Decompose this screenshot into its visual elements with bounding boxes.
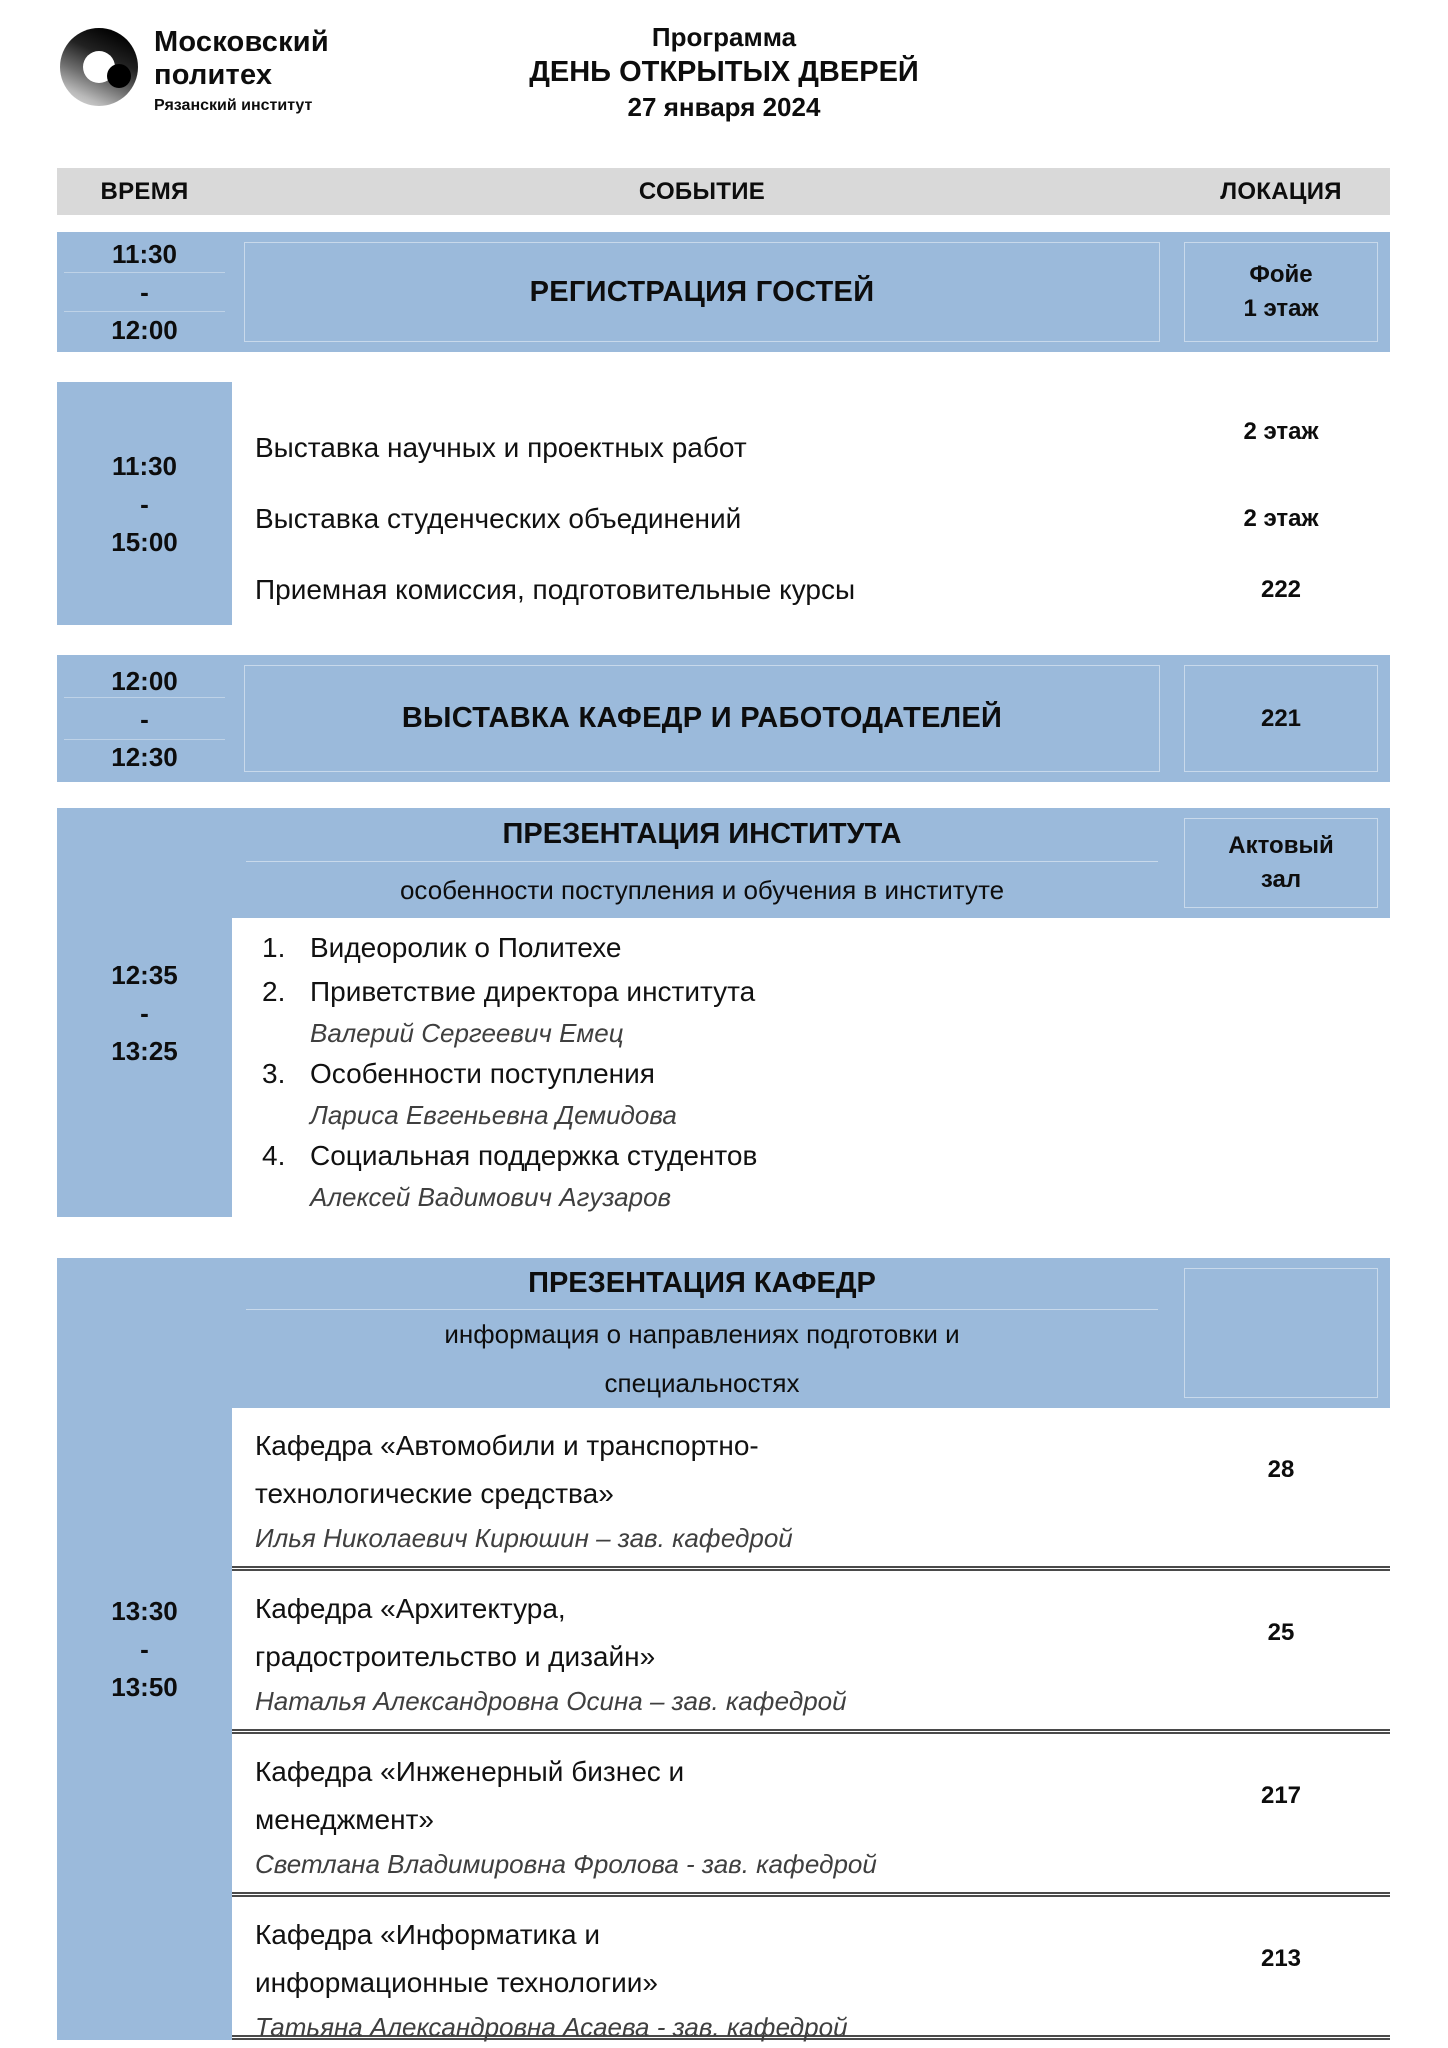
department-head: Илья Николаевич Кирюшин – зав. кафедрой (255, 1523, 793, 1553)
brand-name-line1: Московский (154, 26, 329, 58)
location-line1: 221 (1260, 704, 1302, 732)
department-entry (232, 1729, 1390, 1892)
schedule-table (57, 168, 1390, 2040)
agenda-speaker: Алексей Вадимович Агузаров (310, 1182, 672, 1212)
document-title (0, 20, 1448, 124)
brand-name-line2: политех (154, 59, 273, 91)
time-cell (57, 1258, 232, 2040)
department-name: Кафедра «Информатика и информационные технологии» (255, 1919, 658, 1998)
time-end: 15:00 (111, 526, 178, 557)
section-body (232, 1258, 1390, 2040)
event-location: 2 этаж (1243, 504, 1319, 532)
event-list (232, 382, 1390, 625)
agenda-item (262, 1052, 1390, 1096)
location-cell (1172, 808, 1390, 918)
event-banner-cell (232, 655, 1172, 782)
agenda-number: 1. (262, 932, 286, 963)
event-title: ПРЕЗЕНТАЦИЯ ИНСТИТУТА (246, 808, 1158, 862)
agenda-item (262, 1134, 1390, 1178)
agenda-text: Особенности поступления (310, 1058, 655, 1089)
section-body (232, 808, 1390, 1217)
location-line2: 1 этаж (1243, 295, 1319, 322)
time-cell (57, 655, 232, 782)
department-entry (232, 1408, 1390, 1566)
location-line2: зал (1260, 866, 1302, 893)
time-cell (57, 382, 232, 625)
time-end: 12:30 (111, 741, 178, 772)
department-head: Наталья Александровна Осина – зав. кафедрой (255, 1686, 847, 1716)
time-end: 13:25 (111, 1035, 178, 1066)
agenda-item (262, 970, 1390, 1014)
event-text: Выставка студенческих объединений (255, 502, 742, 534)
event-banner-cell (232, 1258, 1172, 1408)
event-location: 222 (1260, 575, 1302, 603)
section-registration (57, 232, 1390, 352)
department-entry (232, 1892, 1390, 2048)
time-dash: - (140, 1634, 149, 1664)
section-employers-exhibition (57, 655, 1390, 782)
time-start: 13:30 (111, 1596, 178, 1626)
department-location: 25 (1267, 1619, 1295, 1646)
agenda-speaker: Лариса Евгеньевна Демидова (310, 1100, 677, 1130)
column-header-event: СОБЫТИЕ (638, 177, 766, 205)
agenda-speaker: Валерий Сергеевич Емец (310, 1018, 624, 1048)
agenda-text: Приветствие директора института (310, 976, 756, 1007)
event-row (232, 412, 1390, 483)
time-start: 11:30 (111, 450, 178, 481)
event-subtitle-text: информация о направлениях подготовки и специальностях (444, 1319, 960, 1398)
department-location: 213 (1260, 1945, 1302, 1972)
event-location: 2 этаж (1243, 417, 1319, 445)
time-end: 12:00 (111, 315, 178, 345)
time-start: 12:35 (111, 959, 178, 990)
title-line3: 27 января 2024 (627, 92, 821, 122)
time-dash: - (140, 277, 149, 307)
column-header-location: ЛОКАЦИЯ (1220, 177, 1342, 205)
title-line2: ДЕНЬ ОТКРЫТЫХ ДВЕРЕЙ (529, 56, 919, 88)
time-dash: - (140, 997, 149, 1028)
event-banner-cell (232, 808, 1172, 918)
event-title: РЕГИСТРАЦИЯ ГОСТЕЙ (529, 275, 875, 308)
section-banner (232, 1258, 1390, 1408)
location-cell (1172, 232, 1390, 352)
time-start: 11:30 (111, 239, 178, 269)
agenda-number: 3. (262, 1058, 286, 1089)
document-header (0, 0, 1448, 168)
event-row (232, 483, 1390, 554)
event-title: ВЫСТАВКА КАФЕДР И РАБОТОДАТЕЛЕЙ (401, 702, 1003, 734)
agenda-number: 4. (262, 1140, 286, 1171)
department-entry (232, 1566, 1390, 1729)
event-banner-cell (232, 232, 1172, 352)
agenda-number: 2. (262, 976, 286, 1007)
section-departments-presentation (57, 1258, 1390, 2040)
time-end: 13:50 (111, 1672, 178, 1702)
location-line1: Актовый (1228, 832, 1334, 859)
department-name: Кафедра «Инженерный бизнес и менеджмент» (255, 1756, 685, 1835)
time-cell (57, 232, 232, 352)
department-location: 217 (1260, 1782, 1302, 1809)
agenda-text: Социальная поддержка студентов (310, 1140, 758, 1171)
event-subtitle: особенности поступления и обучения в институте (399, 874, 1005, 905)
event-row (232, 554, 1390, 625)
time-dash: - (140, 488, 149, 519)
agenda-list (232, 918, 1390, 1216)
section-institute-presentation (57, 808, 1390, 1217)
department-location: 28 (1267, 1456, 1295, 1483)
section-exhibitions (57, 382, 1390, 625)
agenda-item (262, 926, 1390, 970)
section-banner (232, 808, 1390, 918)
event-text: Выставка научных и проектных работ (255, 431, 747, 463)
event-text: Приемная комиссия, подготовительные курсы (255, 573, 856, 605)
column-header-time: ВРЕМЯ (100, 177, 189, 205)
department-name: Кафедра «Архитектура, градостроительство и дизайн» (255, 1593, 656, 1672)
time-dash: - (140, 703, 149, 734)
department-head: Светлана Владимировна Фролова - зав. кафедрой (255, 1849, 877, 1879)
location-line1: Фойе (1249, 261, 1313, 288)
agenda-text: Видеоролик о Политехе (310, 932, 622, 963)
banner-location-cell-empty (1172, 1258, 1390, 1408)
brand-subtitle: Рязанский институт (154, 97, 313, 114)
time-cell (57, 808, 232, 1217)
department-head: Татьяна Александровна Асаева - зав. кафедрой (255, 2012, 848, 2042)
department-name: Кафедра «Автомобили и транспортно-технологические средства» (255, 1430, 759, 1509)
event-subtitle (232, 1310, 1172, 1408)
table-header-row (57, 168, 1390, 215)
location-cell (1172, 655, 1390, 782)
event-title: ПРЕЗЕНТАЦИЯ КАФЕДР (246, 1258, 1158, 1310)
title-line1: Программа (651, 22, 797, 52)
department-list (232, 1408, 1390, 2048)
time-start: 12:00 (111, 665, 178, 696)
